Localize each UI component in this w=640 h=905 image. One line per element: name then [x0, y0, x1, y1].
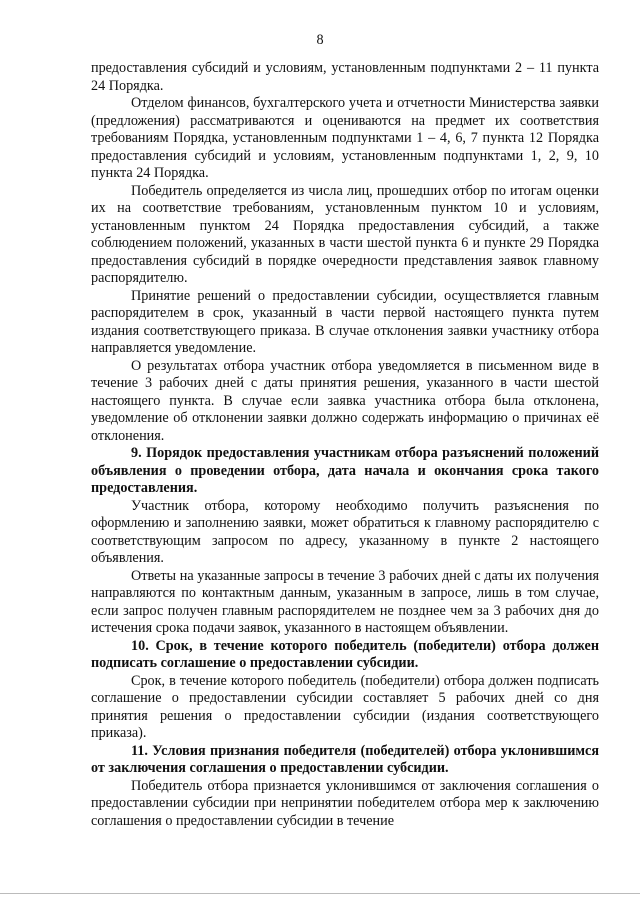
paragraph: О результатах отбора участник отбора уведомляется в письменном виде в течение 3 рабочих дней с даты принятия решения, указанного в части шестой настоящего пункта. В случае если заявка участника отбора была отклонена, уведомление об отклонении заявки должно содержать информацию о причинах её отклонения.	[91, 357, 599, 444]
document-body	[91, 60, 599, 830]
paragraph: Победитель определяется из числа лиц, прошедших отбор по итогам оценки их на соответствие требованиям, установленным пунктом 10 и условиям, установленным пунктом 24 Порядка предоставления субсидий, а также соблюдением положений, указанных в части шестой пункта 6 и пункте 29 Порядка предоставления субсидий в порядке очередности представления заявок главному распорядителю.	[91, 182, 599, 286]
paragraph: Срок, в течение которого победитель (победители) отбора должен подписать соглашение о предоставлении субсидии составляет 5 рабочих дней со дня принятия решения о предоставлении субсидии (издания соответствующего приказа).	[91, 672, 599, 741]
page-number: 8	[316, 32, 324, 48]
paragraph: Ответы на указанные запросы в течение 3 рабочих дней с даты их получения направляются по контактным данным, указанным в запросе, лишь в том случае, если запрос получен главным распорядителем не позднее чем за 3 рабочих дня до истечения срока подачи заявок, указанного в настоящем объявлении.	[91, 567, 599, 636]
paragraph: предоставления субсидий и условиям, установленным подпунктами 2 – 11 пункта 24 Порядка.	[91, 60, 599, 94]
paragraph: Участник отбора, которому необходимо получить разъяснения по оформлению и заполнению заявки, может обратиться к главному распорядителю с соответствующим запросом по адресу, указанному в пункте 2 настоящего объявления.	[91, 497, 599, 566]
bottom-divider	[0, 893, 640, 894]
section-heading: 10. Срок, в течение которого победитель (победители) отбора должен подписать соглашение о предоставлении субсидии.	[91, 637, 599, 671]
section-heading: 11. Условия признания победителя (победителей) отбора уклонившимся от заключения соглашения о предоставлении субсидии.	[91, 742, 599, 776]
section-heading: 9. Порядок предоставления участникам отбора разъяснений положений объявления о проведении отбора, дата начала и окончания срока такого предоставления.	[91, 445, 599, 496]
paragraph: Победитель отбора признается уклонившимся от заключения соглашения о предоставлении субсидии при непринятии победителем отбора мер к заключению соглашения о предоставлении субсидии в течение	[91, 777, 599, 829]
paragraph: Отделом финансов, бухгалтерского учета и отчетности Министерства заявки (предложения) рассматриваются и оцениваются на предмет их соответствия требованиям Порядка, установленным подпунктами 1 – 4, 6, 7 пункта 12 Порядка предоставления субсидий и условиям, установленным подпунктами 1, 2, 9, 10 пункта 24 Порядка.	[91, 95, 599, 181]
paragraph: Принятие решений о предоставлении субсидии, осуществляется главным распорядителем в срок, указанный в части первой настоящего пункта путем издания соответствующего приказа. В случае отклонения заявки участнику отбора направляется уведомление.	[91, 287, 599, 356]
